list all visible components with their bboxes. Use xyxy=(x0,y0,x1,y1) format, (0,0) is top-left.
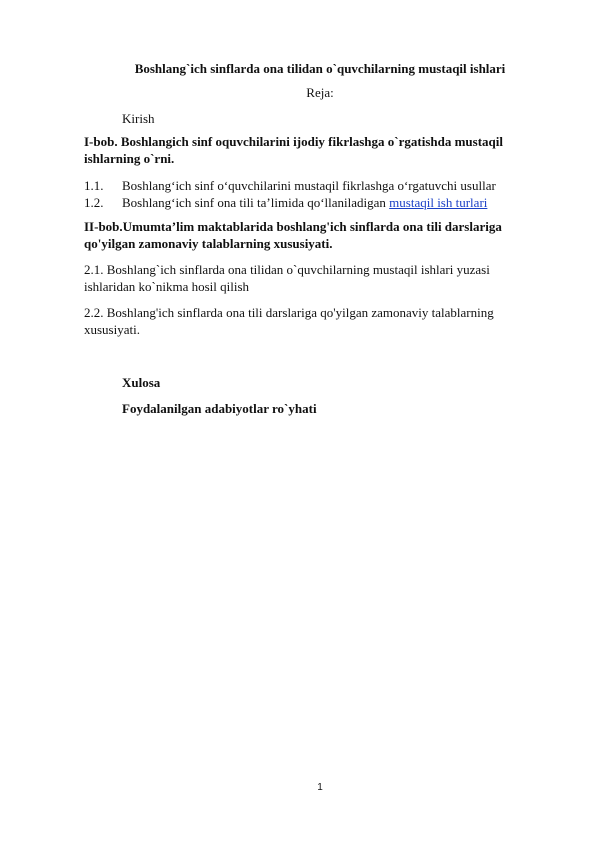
item-text: Boshlang‘ich sinf ona tili ta’limida qo‘llaniladigan xyxy=(122,195,390,210)
page-number: 1 xyxy=(317,782,323,793)
chapter2-item-2: 2.2. Boshlang'ich sinflarda ona tili darslariga qo'yilgan zamonaviy talablarning xususiyati. xyxy=(84,305,494,337)
document-title: Boshlang`ich sinflarda ona tilidan o`quvchilarning mustaqil ishlari xyxy=(134,61,506,76)
item-number: 1.1. xyxy=(84,178,104,193)
plan-heading: Reja: xyxy=(306,85,334,100)
item-number: 1.2. xyxy=(84,195,104,210)
chapter2-heading: II-bob.Umumta’lim maktablarida boshlang'ich sinflarda ona tili darslariga qo'yilgan zamonaviy talablarning xususiyati. xyxy=(84,219,502,251)
chapter1-item-1 xyxy=(84,177,496,194)
chapter1-heading: I-bob. Boshlangich sinf oquvchilarini ijodiy fikrlashga o`rgatishda mustaqil ishlarning o`rni. xyxy=(84,134,503,166)
item-text: Boshlang‘ich sinf o‘quvchilarini mustaqil fikrlashga o‘rgatuvchi usullar xyxy=(122,178,496,193)
references-item: Foydalanilgan adabiyotlar ro`yhati xyxy=(122,401,317,416)
chapter1-item-2 xyxy=(84,194,487,211)
conclusion-item: Xulosa xyxy=(122,375,161,390)
intro-item: Kirish xyxy=(122,111,155,126)
mustaqil-ish-turlari-link[interactable]: mustaqil ish turlari xyxy=(389,195,488,210)
chapter2-item-1: 2.1. Boshlang`ich sinflarda ona tilidan o`quvchilarning mustaqil ishlari yuzasi ishlaridan ko`nikma hosil qilish xyxy=(84,262,490,294)
